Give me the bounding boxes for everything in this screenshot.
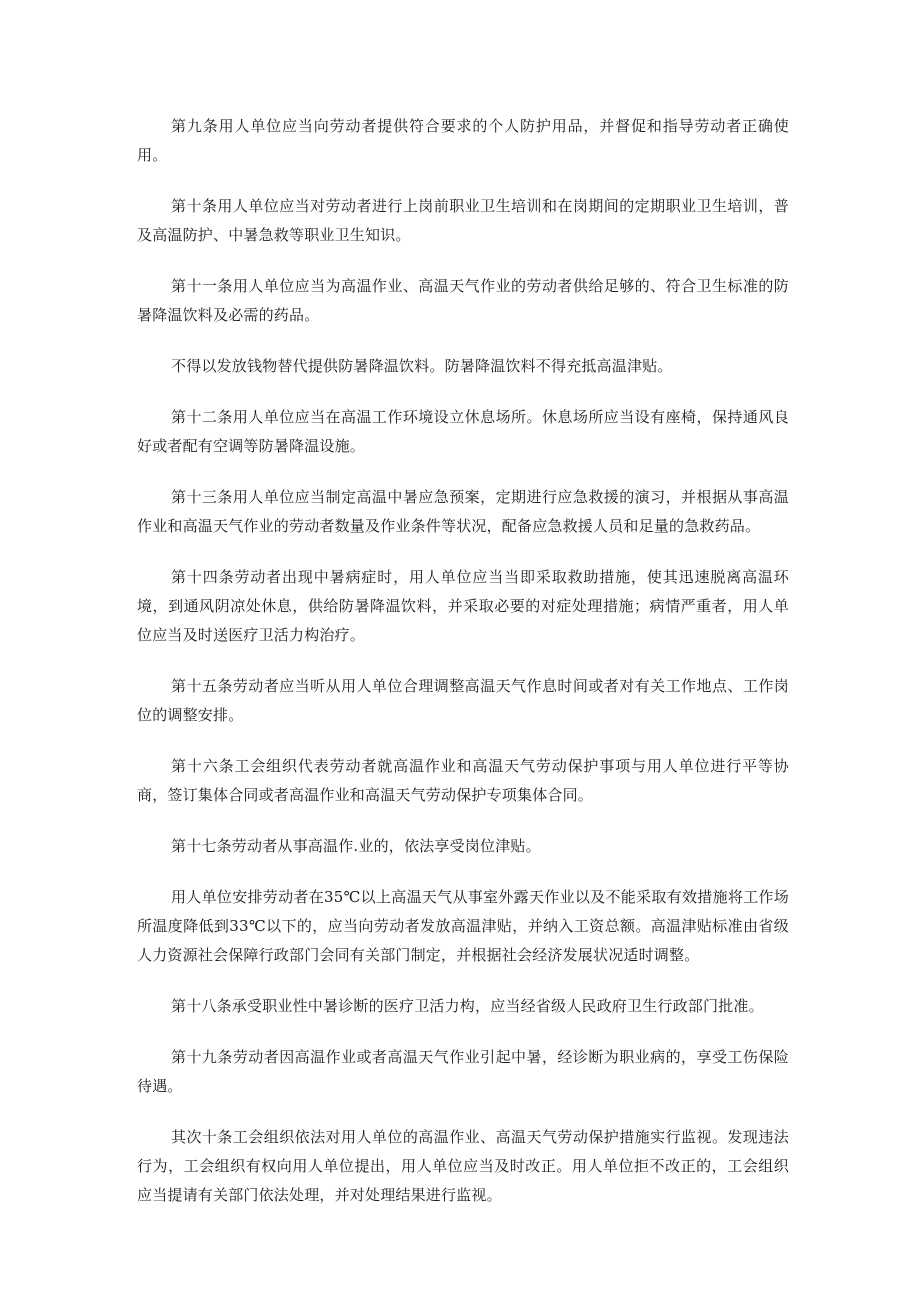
article-11-supplement-paragraph: 不得以发放钱物替代提供防暑降温饮料。防暑降温饮料不得充抵高温津贴。	[171, 357, 673, 375]
article-19-paragraph: 第十九条劳动者因高温作业或者高温天气作业引起中暑，经诊断为职业病的，享受工伤保险待遇。	[137, 1048, 789, 1095]
article-18-paragraph: 第十八条承受职业性中暑诊断的医疗卫活力构，应当经省级人民政府卫生行政部门批准。	[171, 997, 764, 1015]
article-11-paragraph: 第十一条用人单位应当为高温作业、高温天气作业的劳动者供给足够的、符合卫生标准的防暑降温饮料及必需的药品。	[137, 277, 789, 324]
document-page	[137, 112, 789, 1232]
article-17-supplement-paragraph: 用人单位安排劳动者在35℃以上高温天气从事室外露天作业以及不能采取有效措施将工作场所温度降低到33℃以下的，应当向劳动者发放高温津贴，并纳入工资总额。高温津贴标准由省级人力资源社会保障行政部门会同有关部门制定，并根据社会经济发展状况适时调整。	[137, 888, 789, 964]
article-16-paragraph: 第十六条工会组织代表劳动者就高温作业和高温天气劳动保护事项与用人单位进行平等协商，签订集体合同或者高温作业和高温天气劳动保护专项集体合同。	[137, 757, 789, 804]
article-15-paragraph: 第十五条劳动者应当听从用人单位合理调整高温天气作息时间或者对有关工作地点、工作岗位的调整安排。	[137, 677, 789, 724]
article-17-paragraph: 第十七条劳动者从事高温作.业的，依法享受岗位津贴。	[171, 837, 541, 855]
article-10-paragraph: 第十条用人单位应当对劳动者进行上岗前职业卫生培训和在岗期间的定期职业卫生培训，普及高温防护、中暑急救等职业卫生知识。	[137, 197, 789, 244]
article-14-paragraph: 第十四条劳动者出现中暑病症时，用人单位应当当即采取救助措施，使其迅速脱离高温环境，到通风阴凉处休息，供给防暑降温饮料，并采取必要的对症处理措施；病情严重者，用人单位应当及时送医疗卫活力构治疗。	[137, 568, 789, 644]
article-13-paragraph: 第十三条用人单位应当制定高温中暑应急预案，定期进行应急救援的演习，并根据从事高温作业和高温天气作业的劳动者数量及作业条件等状况，配备应急救援人员和足量的急救药品。	[137, 488, 789, 535]
article-20-paragraph: 其次十条工会组织依法对用人单位的高温作业、高温天气劳动保护措施实行监视。发现违法行为，工会组织有权向用人单位提出，用人单位应当及时改正。用人单位拒不改正的，工会组织应当提请有关部门依法处理，并对处理结果进行监视。	[137, 1128, 789, 1204]
article-9-paragraph: 第九条用人单位应当向劳动者提供符合要求的个人防护用品，并督促和指导劳动者正确使用。	[137, 117, 789, 164]
article-12-paragraph: 第十二条用人单位应当在高温工作环境设立休息场所。休息场所应当设有座椅，保持通风良好或者配有空调等防暑降温设施。	[137, 408, 789, 455]
